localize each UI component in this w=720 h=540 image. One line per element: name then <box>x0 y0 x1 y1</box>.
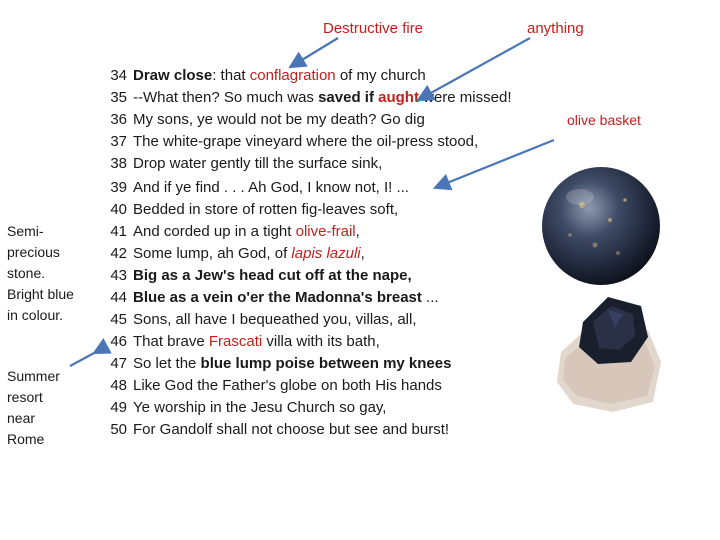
annotation-olive-basket: olive basket <box>567 112 641 128</box>
note-line: Summer <box>7 368 60 384</box>
line-number: 45 <box>110 311 127 328</box>
text-segment: : that <box>212 67 250 84</box>
text-conflagration: conflagration <box>249 67 336 84</box>
annotation-anything: anything <box>527 20 584 37</box>
line-number: 34 <box>110 67 127 84</box>
text-segment: And if ye find . . . Ah God, I know not, I! ... <box>133 179 409 196</box>
text-segment: --What then? So much was <box>133 89 319 106</box>
text-segment: were missed! <box>418 89 512 106</box>
text-segment: , <box>355 223 360 240</box>
annotation-destructive-fire: Destructive fire <box>323 20 424 37</box>
text-segment: Like God the Father's globe on both His hands <box>133 377 442 394</box>
text-segment: Blue as a vein o'er the Madonna's breast <box>133 289 422 306</box>
note-line: near <box>7 410 36 426</box>
line-number: 49 <box>110 399 127 416</box>
text-segment: Bedded in store of rotten fig-leaves soft, <box>133 201 399 218</box>
text-segment: For Gandolf shall not choose but see and burst! <box>133 421 450 438</box>
line-number: 43 <box>110 267 127 284</box>
text-segment: My sons, ye would not be my death? Go dig <box>133 111 425 128</box>
text-segment: Drop water gently till the surface sink, <box>133 155 383 172</box>
text-segment: The white-grape vineyard where the oil-press stood, <box>133 133 479 150</box>
text-segment: Ye worship in the Jesu Church so gay, <box>133 399 387 416</box>
note-line: Rome <box>7 431 45 447</box>
text-aught: aught <box>378 89 419 106</box>
arrow-olive-basket <box>437 140 554 187</box>
line-number: 46 <box>110 333 127 350</box>
line-number: 42 <box>110 245 127 262</box>
text-lapis-lazuli: lapis lazuli <box>291 245 361 262</box>
note-line: stone. <box>7 265 46 281</box>
text-draw-close: Draw close <box>133 67 213 84</box>
text-saved-if: saved if <box>318 89 374 106</box>
line-number: 37 <box>110 133 127 150</box>
text-olive-frail: olive-frail <box>295 223 356 240</box>
text-segment: villa with its bath, <box>262 333 380 350</box>
text-segment: And corded up in a tight <box>133 223 296 240</box>
text-segment: Big as a Jew's head cut off at the nape, <box>133 267 412 284</box>
text-segment: Sons, all have I bequeathed you, villas, all, <box>133 311 417 328</box>
text-frascati: Frascati <box>208 333 263 350</box>
arrow-anything <box>420 38 530 99</box>
line-number: 48 <box>110 377 127 394</box>
line-number: 44 <box>110 289 127 306</box>
line-number: 47 <box>110 355 127 372</box>
text-segment: ... <box>421 289 439 306</box>
arrow-summer-resort <box>70 352 96 366</box>
line-number: 35 <box>110 89 127 106</box>
line-number: 36 <box>110 111 127 128</box>
text-blue-lump: blue lump poise between my knees <box>200 355 452 372</box>
line-number: 41 <box>110 223 127 240</box>
arrow-destructive-fire <box>292 38 338 66</box>
note-line: Bright blue <box>7 286 74 302</box>
line-number: 39 <box>110 179 127 196</box>
note-line: Semi- <box>7 223 44 239</box>
note-line: in colour. <box>7 307 64 323</box>
text-segment: of my church <box>335 67 426 84</box>
note-line: resort <box>7 389 43 405</box>
text-segment: Some lump, ah God, of <box>133 245 292 262</box>
text-segment: So let the <box>133 355 201 372</box>
line-number: 40 <box>110 201 127 218</box>
text-segment: , <box>360 245 365 262</box>
line-number: 38 <box>110 155 127 172</box>
line-number: 50 <box>110 421 127 438</box>
text-segment: That brave <box>133 333 209 350</box>
note-line: precious <box>7 244 60 260</box>
